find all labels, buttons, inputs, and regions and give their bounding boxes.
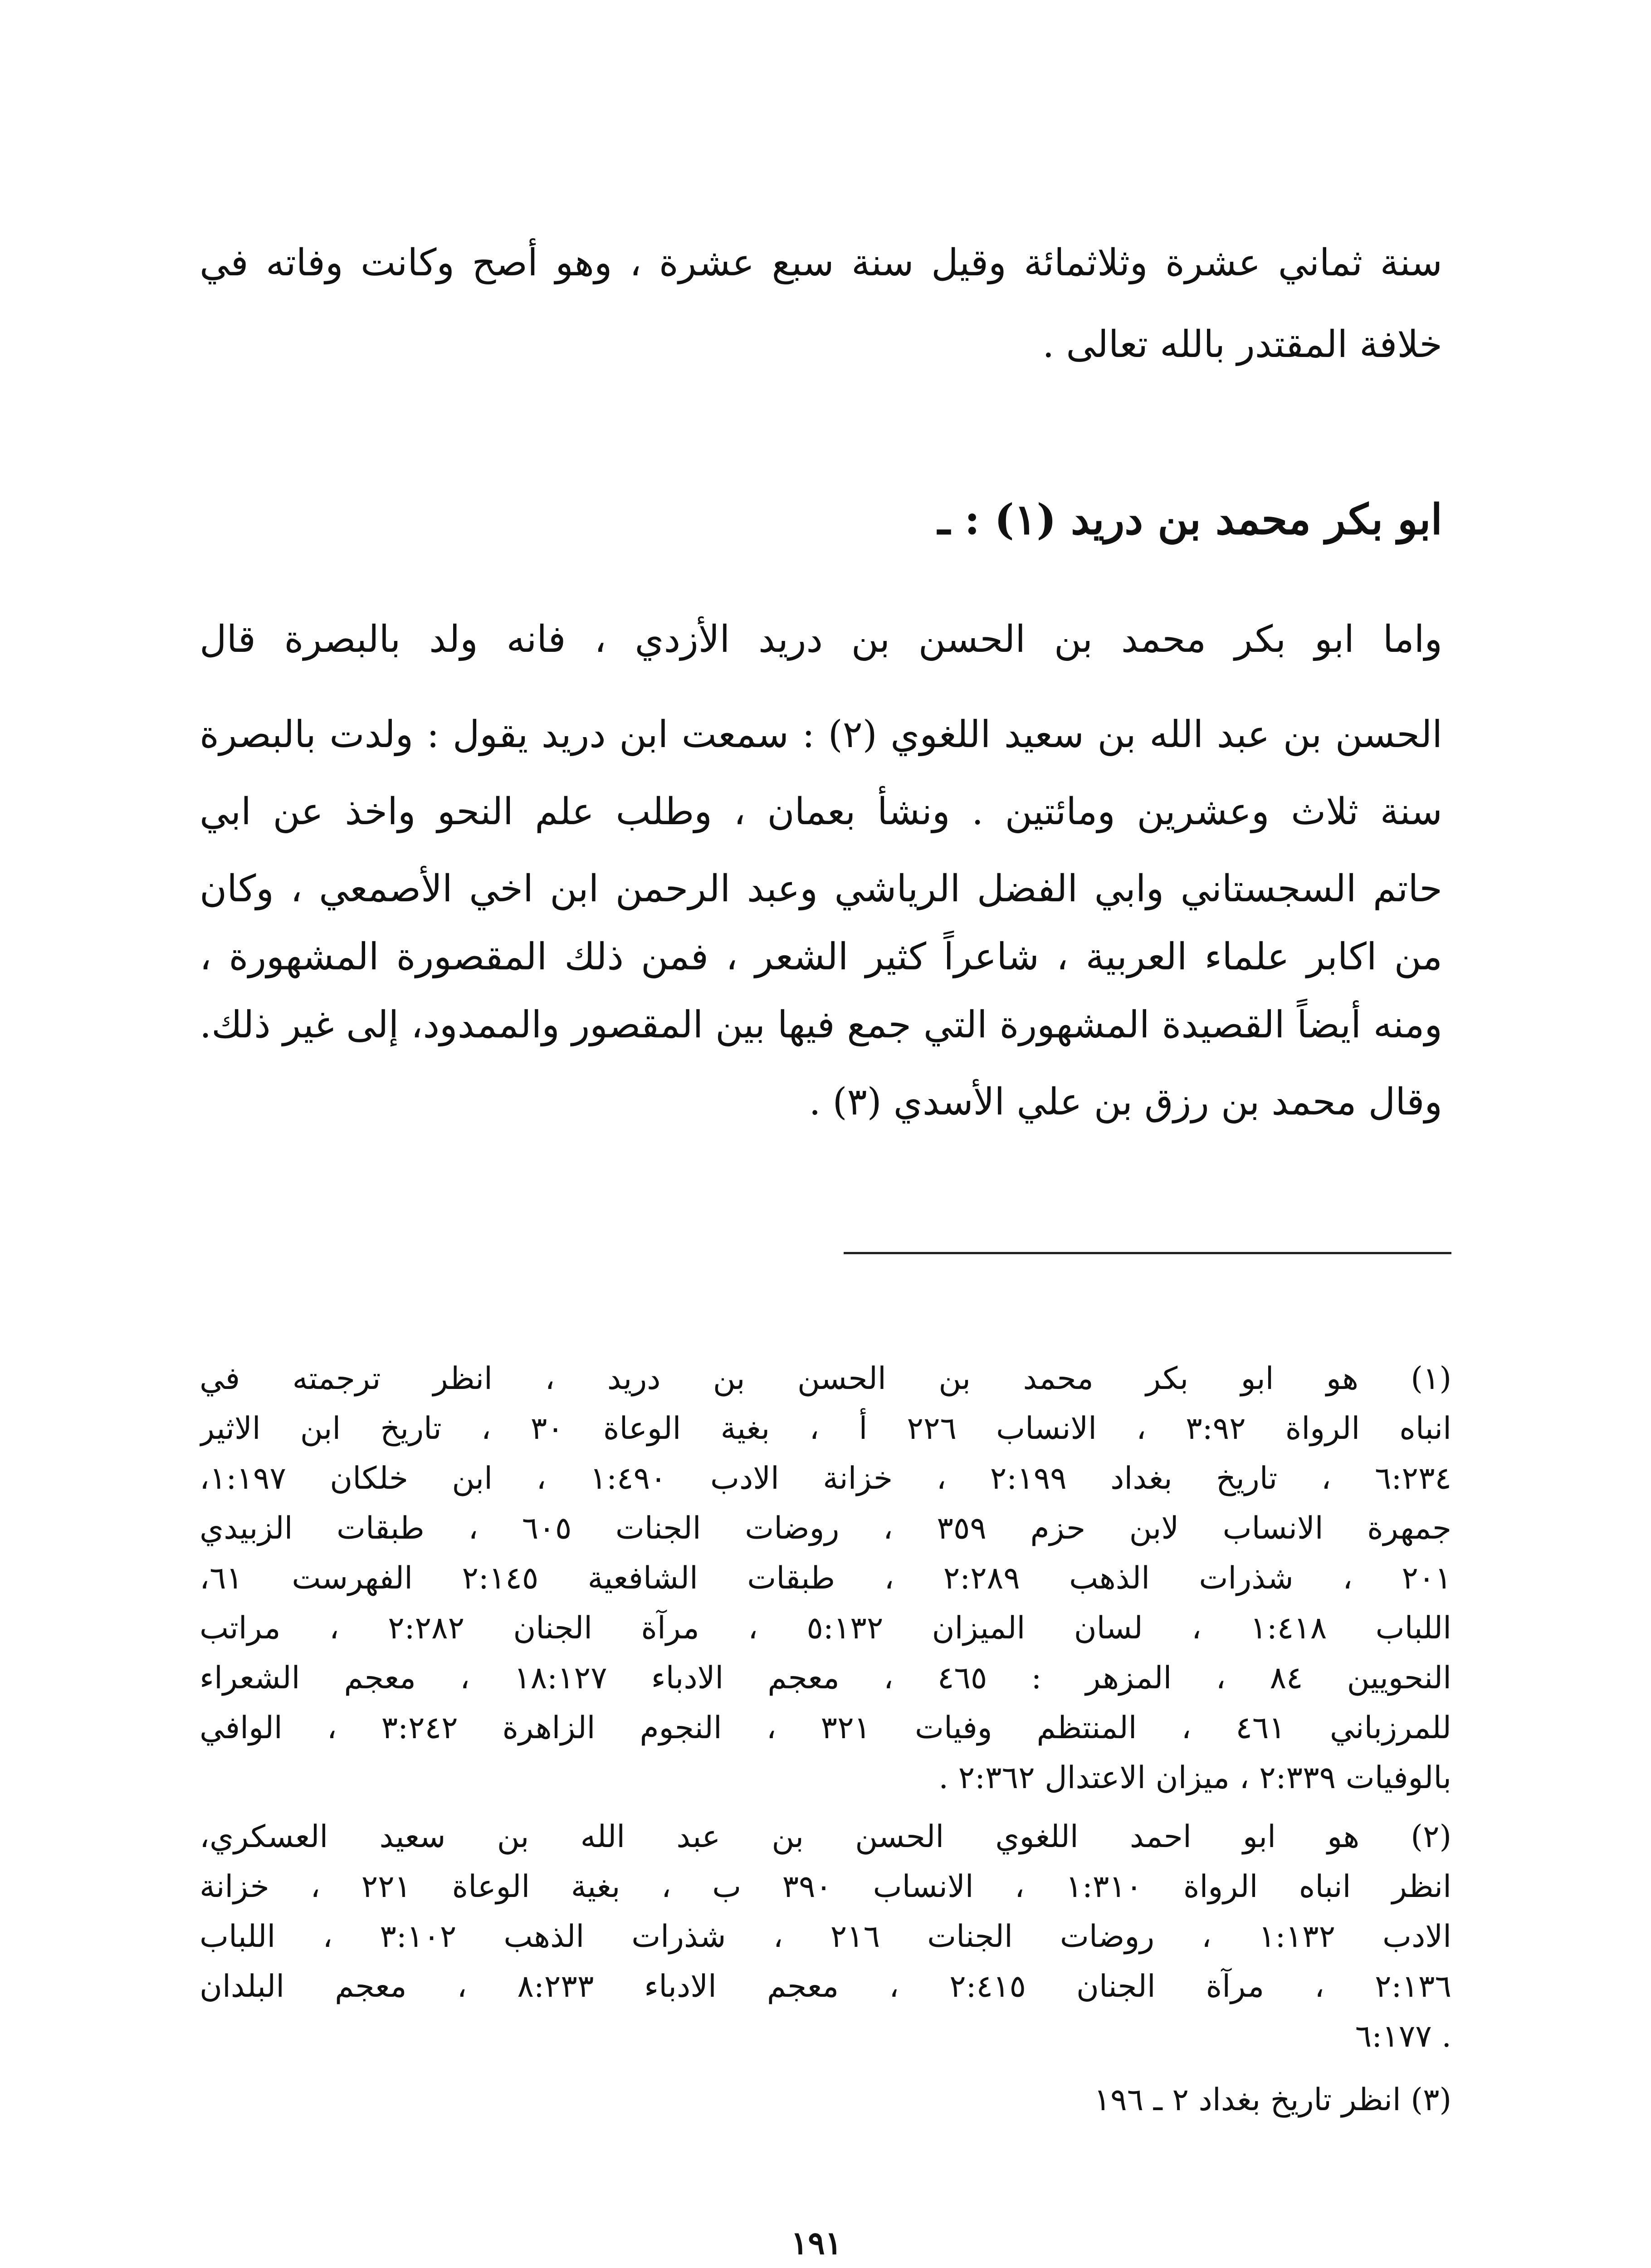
footnote-line: جمهرة الانساب لابن حزم ٣٥٩ ، روضات الجنات ٦٠٥ ، طبقات الزبيدي — [200, 1510, 1451, 1546]
footnote-line: ٢:١٣٦ ، مرآة الجنان ٢:٤١٥ ، معجم الادباء ٨:٢٣٣ ، معجم البلدان — [200, 1969, 1451, 2004]
page-number: ١٩١ — [791, 2224, 842, 2262]
footnote-line: انباه الرواة ٣:٩٢ ، الانساب ٢٢٦ أ ، بغية الوعاة ٣٠ ، تاريخ ابن الاثير — [200, 1411, 1451, 1447]
top-paragraph-line: سنة ثماني عشرة وثلاثمائة وقيل سنة سبع عشرة ، وهو أصح وكانت وفاته في — [200, 241, 1442, 284]
main-paragraph-line: وقال محمد بن رزق بن علي الأسدي (٣) . — [809, 1080, 1442, 1124]
footnote-separator — [844, 1252, 1451, 1254]
main-paragraph-line: واما ابو بكر محمد بن الحسن بن دريد الأزدي ، فانه ولد بالبصرة قال — [200, 618, 1442, 661]
section-heading: ابو بكر محمد بن دريد (١) : ـ — [938, 495, 1442, 544]
footnote-line: ٦:١٧٧ . — [1355, 2019, 1451, 2054]
footnote-line: الادب ١:١٣٢ ، روضات الجنات ٢١٦ ، شذرات الذهب ٣:١٠٢ ، اللباب — [200, 1919, 1451, 1955]
footnote-line: انظر انباه الرواة ١:٣١٠ ، الانساب ٣٩٠ ب ، بغية الوعاة ٢٢١ ، خزانة — [200, 1869, 1451, 1905]
top-paragraph-line: خلافة المقتدر بالله تعالى . — [1042, 323, 1442, 366]
footnote-line: (٣) انظر تاريخ بغداد ٢ ـ ١٩٦ — [1094, 2082, 1451, 2118]
footnote-line: بالوفيات ٢:٣٣٩ ، ميزان الاعتدال ٢:٣٦٢ . — [938, 1760, 1451, 1796]
main-paragraph-line: سنة ثلاث وعشرين ومائتين . ونشأ بعمان ، وطلب علم النحو واخذ عن ابي — [200, 790, 1442, 833]
footnote-line: النحويين ٨٤ ، المزهر : ٤٦٥ ، معجم الادباء ١٨:١٢٧ ، معجم الشعراء — [200, 1660, 1451, 1696]
footnote-line: (١) هو ابو بكر محمد بن الحسن بن دريد ، انظر ترجمته في — [200, 1361, 1451, 1397]
main-paragraph-line: من اكابر علماء العربية ، شاعراً كثير الشعر ، فمن ذلك المقصورة المشهورة ، — [200, 935, 1442, 978]
footnote-line: ٦:٢٣٤ ، تاريخ بغداد ٢:١٩٩ ، خزانة الادب ١:٤٩٠ ، ابن خلكان ١:١٩٧، — [200, 1461, 1451, 1496]
main-paragraph-line: حاتم السجستاني وابي الفضل الرياشي وعبد الرحمن ابن اخي الأصمعي ، وكان — [200, 867, 1442, 910]
footnote-line: (٢) هو ابو احمد اللغوي الحسن بن عبد الله بن سعيد العسكري، — [200, 1819, 1451, 1855]
footnote-line: اللباب ١:٤١٨ ، لسان الميزان ٥:١٣٢ ، مرآة الجنان ٢:٢٨٢ ، مراتب — [200, 1610, 1451, 1646]
footnote-line: للمرزباني ٤٦١ ، المنتظم وفيات ٣٢١ ، النجوم الزاهرة ٣:٢٤٢ ، الوافي — [200, 1710, 1451, 1746]
main-paragraph-line: ومنه أيضاً القصيدة المشهورة التي جمع فيها بين المقصور والممدود، إلى غير ذلك. — [200, 1003, 1442, 1046]
main-paragraph-line: الحسن بن عبد الله بن سعيد اللغوي (٢) : سمعت ابن دريد يقول : ولدت بالبصرة — [200, 713, 1442, 756]
footnote-line: ٢٠١ ، شذرات الذهب ٢:٢٨٩ ، طبقات الشافعية ٢:١٤٥ الفهرست ٦١، — [200, 1560, 1451, 1596]
